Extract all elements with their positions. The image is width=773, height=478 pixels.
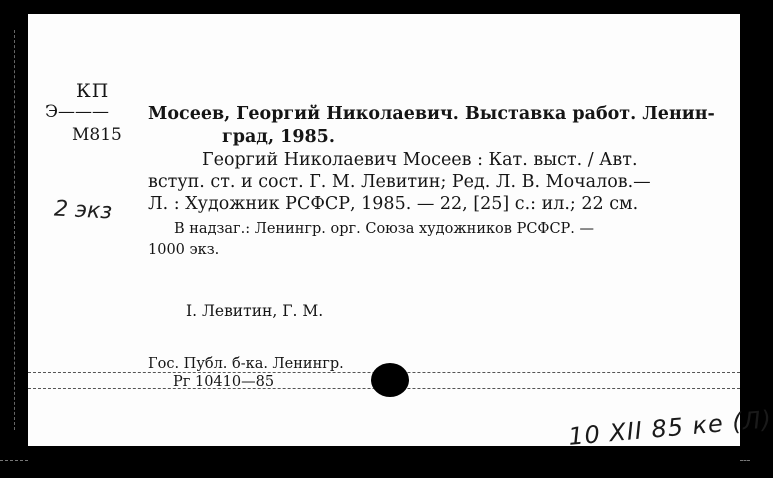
shelfmark-code: М815 [72, 125, 122, 145]
entry-publication: Л. : Художник РСФСР, 1985. — 22, [25] с.: ил.; 22 см. [148, 194, 639, 214]
shelfmark-e: Э——— [45, 102, 110, 122]
entry-responsibility: вступ. ст. и сост. Г. М. Левитин; Ред. Л. В. Мочалов.— [148, 172, 651, 192]
entry-heading-continuation: град, 1985. [222, 127, 335, 147]
entry-note: В надзаг.: Ленингр. орг. Союза художников РСФСР. — [174, 221, 595, 237]
entry-title-statement: Георгий Николаевич Мосеев : Кат. выст. / Авт. [202, 150, 638, 170]
edge-mark-left [0, 460, 28, 461]
handwritten-date-note: 10 XII 85 ке (Л) [567, 405, 773, 451]
entry-edition-size: 1000 экз. [148, 242, 220, 258]
tracing-added-entry: I. Левитин, Г. М. [186, 302, 324, 320]
card-punch-hole [371, 363, 409, 397]
entry-heading: Мосеев, Георгий Николаевич. Выставка работ. Ленин- [148, 104, 715, 124]
catalog-card [28, 14, 773, 451]
shelfmark-kp: КП [76, 80, 110, 102]
handwritten-copies-note: 2 экз [53, 196, 113, 225]
edge-mark-right [740, 460, 750, 461]
side-mark-left [14, 30, 15, 430]
library-name: Гос. Публ. б-ка. Ленингр. [148, 356, 344, 372]
library-number: Рг 10410—85 [173, 374, 275, 390]
